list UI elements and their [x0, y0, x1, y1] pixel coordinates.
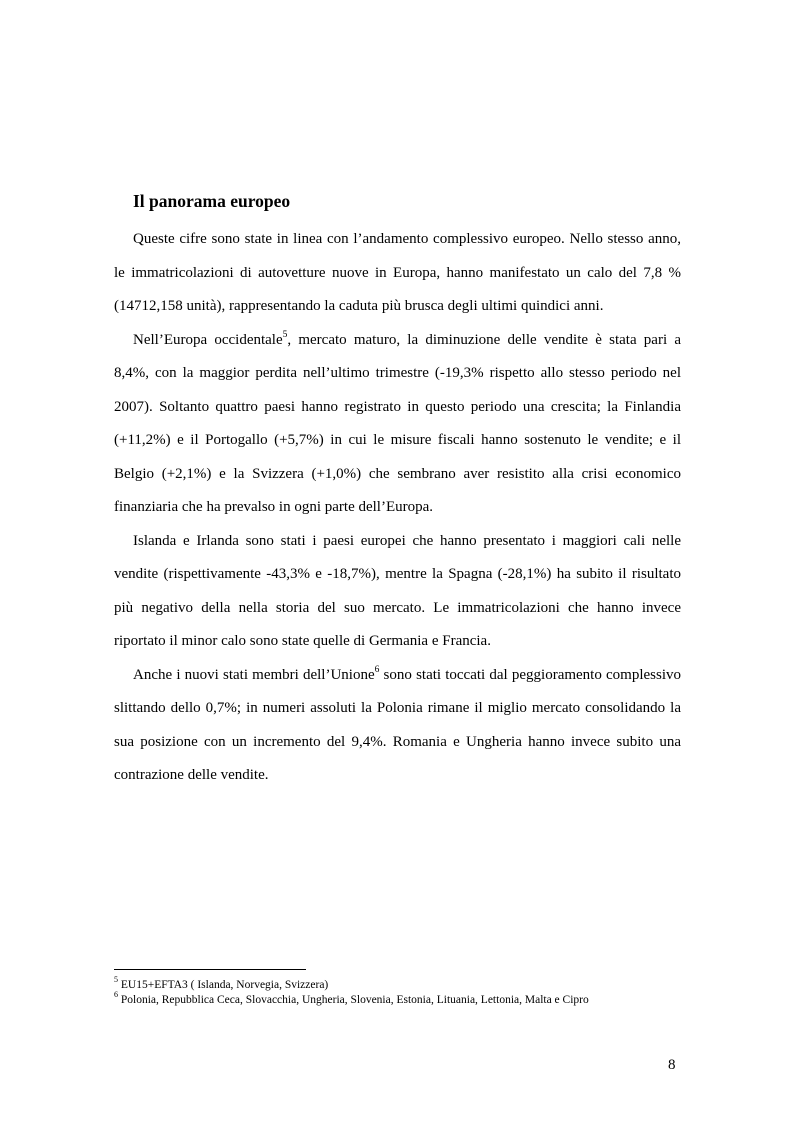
footnote-5 — [114, 975, 714, 993]
body-text — [114, 223, 681, 793]
paragraph-4 — [114, 659, 681, 793]
footnote-ref-5: 5 — [282, 329, 288, 340]
paragraph-1: Queste cifre sono state in linea con l’andamento complessivo europeo. Nello stesso anno, le immatricolazioni di autovetture nuove in Europa, hanno manifestato un calo del 7,8 % (14712,158 unità), rappresentando la caduta più brusca degli ultimi quindici anni. — [114, 231, 681, 314]
footnote-text: Polonia, Repubblica Ceca, Slovacchia, Ungheria, Slovenia, Estonia, Lituania, Lettonia, Malta e Cipro — [118, 994, 589, 1006]
footnotes — [114, 975, 714, 1008]
footnote-text: EU15+EFTA3 ( Islanda, Norvegia, Svizzera) — [118, 979, 329, 991]
page-number: 8 — [668, 1057, 676, 1073]
footnote-ref-6: 6 — [374, 664, 380, 675]
footnote-number: 5 — [114, 975, 118, 985]
paragraph-3: Islanda e Irlanda sono stati i paesi europei che hanno presentato i maggiori cali nelle vendite (rispettivamente -43,3% e -18,7%), mentre la Spagna (-28,1%) ha subito il risultato più negativo della nella storia del suo mercato. Le immatricolazioni che hanno invece riportato il minor calo sono state quelle di Germania e Francia. — [114, 532, 681, 649]
paragraph-2 — [114, 324, 681, 525]
footnote-separator — [114, 969, 306, 970]
paragraph-4-rest: sono stati toccati dal peggioramento complessivo slittando dello 0,7%; in numeri assoluti la Polonia rimane il miglio mercato consolidando la sua posizione con un incremento del 9,4%. Romania e Ungheria hanno invece subito una contrazione delle vendite. — [114, 666, 682, 783]
paragraph-2-rest: , mercato maturo, la diminuzione delle vendite è stata pari a 8,4%, con la maggior perdita nell’ultimo trimestre (-19,3% rispetto allo stesso periodo nel 2007). Soltanto quattro paesi hanno registrato in questo periodo una crescita; la Finlandia (+11,2%) e il Portogallo (+5,7%) in cui le misure fiscali hanno sostenuto le vendite; e il Belgio (+2,1%) e la Svizzera (+1,0%) che sembrano aver resistito alla crisi economico finanziaria che ha prevalso in ogni parte dell’Europa. — [114, 331, 681, 515]
footnote-number: 6 — [114, 990, 118, 1000]
paragraph-4-lead: Anche i nuovi stati membri dell’Unione — [133, 666, 375, 683]
section-heading: Il panorama europeo — [133, 191, 291, 211]
paragraph-2-lead: Nell’Europa occidentale — [133, 331, 283, 348]
footnote-6 — [114, 990, 714, 1008]
